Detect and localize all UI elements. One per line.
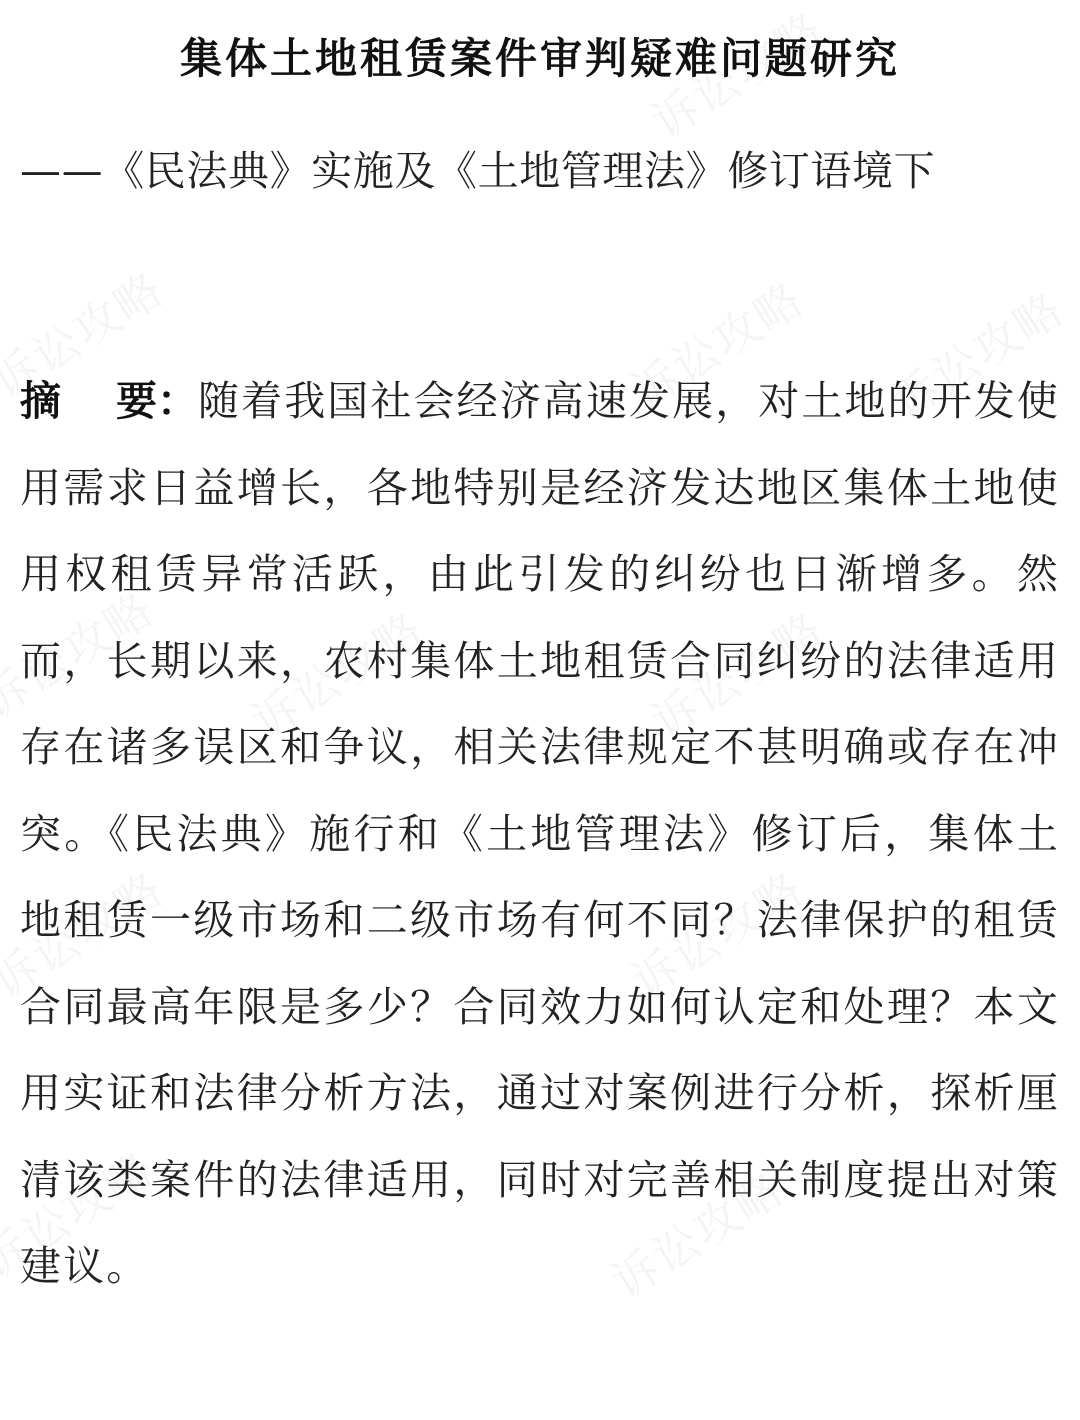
document-subtitle: ——《民法典》实施及《土地管理法》修订语境下 bbox=[20, 147, 936, 195]
abstract-label-second: 要： bbox=[116, 377, 198, 425]
abstract-label bbox=[20, 377, 198, 425]
document-title: 集体土地租赁案件审判疑难问题研究 bbox=[179, 34, 900, 83]
abstract-body: 随着我国社会经济高速发展，对土地的开发使用需求日益增长，各地特别是经济发达地区集体土地使用权租赁异常活跃，由此引发的纠纷也日渐增多。然而，长期以来，农村集体土地租赁合同纠纷的法律适用存在诸多误区和争议，相关法律规定不甚明确或存在冲突。《民法典》施行和《土地管理法》修订后，集体土地租赁一级市场和二级市场有何不同？法律保护的租赁合同最高年限是多少？合同效力如何认定和处理？本文用实证和法律分析方法，通过对案例进行分析，探析厘清该类案件的法律适用，同时对完善相关制度提出对策建议。 bbox=[20, 377, 1060, 1290]
abstract-label-first: 摘 bbox=[20, 377, 61, 425]
abstract-paragraph bbox=[20, 358, 1060, 1310]
